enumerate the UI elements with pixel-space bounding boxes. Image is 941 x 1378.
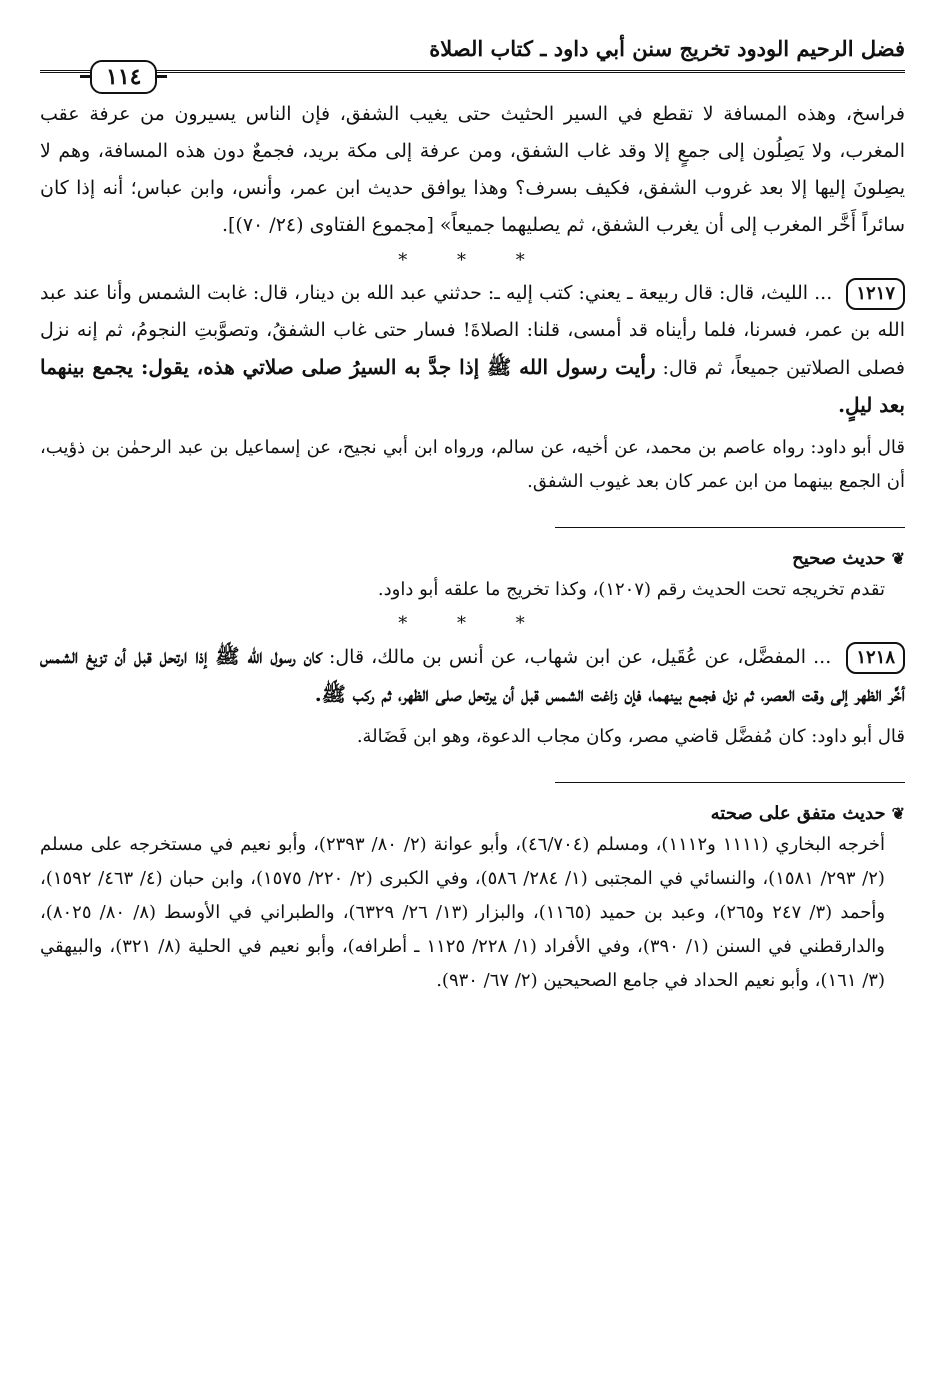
page-header bbox=[40, 30, 905, 96]
hadith-chain: ... المفضَّل، عن عُقَيل، عن ابن شهاب، عن أنس بن مالك، قال: bbox=[328, 646, 832, 668]
hadith-grade bbox=[40, 803, 905, 824]
scroll-icon: ❦ bbox=[891, 804, 905, 823]
header-rule bbox=[40, 70, 905, 73]
abu-dawud-note: قال أبو داود: رواه عاصم بن محمد، عن أخيه، عن سالم، ورواه ابن أبي نجيح، عن إسماعيل بن عبد الرحمٰن بن ذؤيب، أن الجمع بينهما من ابن عمر كان بعد غيوب الشفق. bbox=[40, 437, 905, 492]
footnote-rule bbox=[555, 527, 905, 528]
section-separator-stars: * * * bbox=[398, 613, 547, 634]
takhrij-text: تقدم تخريجه تحت الحديث رقم (١٢٠٧)، وكذا تخريج ما علقه أبو داود. bbox=[377, 579, 885, 600]
hadith-matn: كان رسول الله ﷺ إذا ارتحل قبل أن تزيغ الشمس أخَّر الظهر إلى وقت العصر، ثم نزل فجمع بينهما، فإن زاغت الشمس قبل أن يرتحل صلى الظهر، ثم ركب ﷺ. bbox=[40, 644, 905, 706]
takhrij-text: أخرجه البخاري (١١١١ و١١١٢)، ومسلم (٤٦/٧٠٤)، وأبو عوانة (٢/ ٨٠/ ٢٣٩٣)، وأبو نعيم في مستخرجه على مسلم (٢/ ٢٩٣/ ١٥٨١)، والنسائي في المجتبى (١/ ٢٨٤/ ٥٨٦)، وفي الكبرى (٢/ ٢٢٠/ ١٥٧٥)، وابن حبان (٤/ ٤٦٣/ ١٥٩٢)، وأحمد (٣/ ٢٤٧ و٢٦٥)، وعبد بن حميد (١١٦٥)، والبزار (١٣/ ٢٦/ ٦٣٢٩)، والطبراني في الأوسط (٨/ ٨٠/ ٨٠٢٥)، والدارقطني في السنن (١/ ٣٩٠)، وفي الأفراد (١/ ٢٢٨/ ١١٢٥ ـ أطرافه)، وأبو نعيم في الحلية (٨/ ٣٢١)، والبيهقي (٣/ ١٦١)، وأبو نعيم الحداد في جامع الصحيحين (٢/ ٦٧/ ٩٣٠). bbox=[40, 834, 886, 991]
hadith-matn: رأيت رسول الله ﷺ إذا جدَّ به السيرُ صلى صلاتي هذه، يقول: يجمع بينهما بعد ليلٍ. bbox=[40, 355, 905, 417]
abu-dawud-note: قال أبو داود: كان مُفضَّل قاضي مصر، وكان مجاب الدعوة، وهو ابن فَضَالة. bbox=[356, 726, 905, 747]
hadith-chain: ... الليث، قال: قال ربيعة ـ يعني: كتب إليه ـ: حدثني عبد الله بن دينار، قال: غابت الشمس وأنا عند عبد الله بن عمر، فسرنا، فلما رأيناه قد أمسى، قلنا: الصلاةَ! فسار حتى غاب الشفقُ، وتصوَّبتِ النجومُ، ثم إنه نزل فصلى الصلاتين جميعاً، ثم قال: bbox=[40, 282, 905, 379]
scroll-icon: ❦ bbox=[891, 549, 905, 568]
hadith-grade bbox=[40, 548, 905, 569]
hadith-1217 bbox=[40, 275, 905, 425]
page-number: ١١٤ bbox=[90, 60, 157, 94]
grade-label: حديث متفق على صحته bbox=[710, 803, 886, 824]
section-separator-stars: * * * bbox=[398, 250, 547, 271]
book-page bbox=[40, 30, 905, 998]
running-title: فضل الرحيم الودود تخريج سنن أبي داود ـ كتاب الصلاة bbox=[429, 36, 905, 61]
intro-paragraph: فراسخ، وهذه المسافة لا تقطع في السير الحثيث حتى يغيب الشفق، فإن الناس يسيرون من عرفة عقب المغرب، ولا يَصِلُون إلى جمعٍ إلا وقد غاب الشفق، ومن عرفة إلى مكة بريد، فجمعٌ دون هذه المسافة، وهم لا يصِلونَ إليها إلا بعد غروب الشفق، فكيف بسرف؟ وهذا يوافق حديث ابن عمر، وأنس، وابن عباس؛ أنه إذا كان سائراً أَخَّر المغرب إلى أن يغرب الشفق، ثم يصليهما جميعاً» [مجموع الفتاوى (٢٤/ ٧٠)]. bbox=[40, 103, 905, 236]
hadith-number-badge: ١٢١٨ bbox=[846, 642, 905, 674]
hadith-1218 bbox=[40, 638, 905, 714]
grade-label: حديث صحيح bbox=[792, 548, 886, 569]
footnote-rule bbox=[555, 782, 905, 783]
hadith-number-badge: ١٢١٧ bbox=[846, 278, 905, 310]
